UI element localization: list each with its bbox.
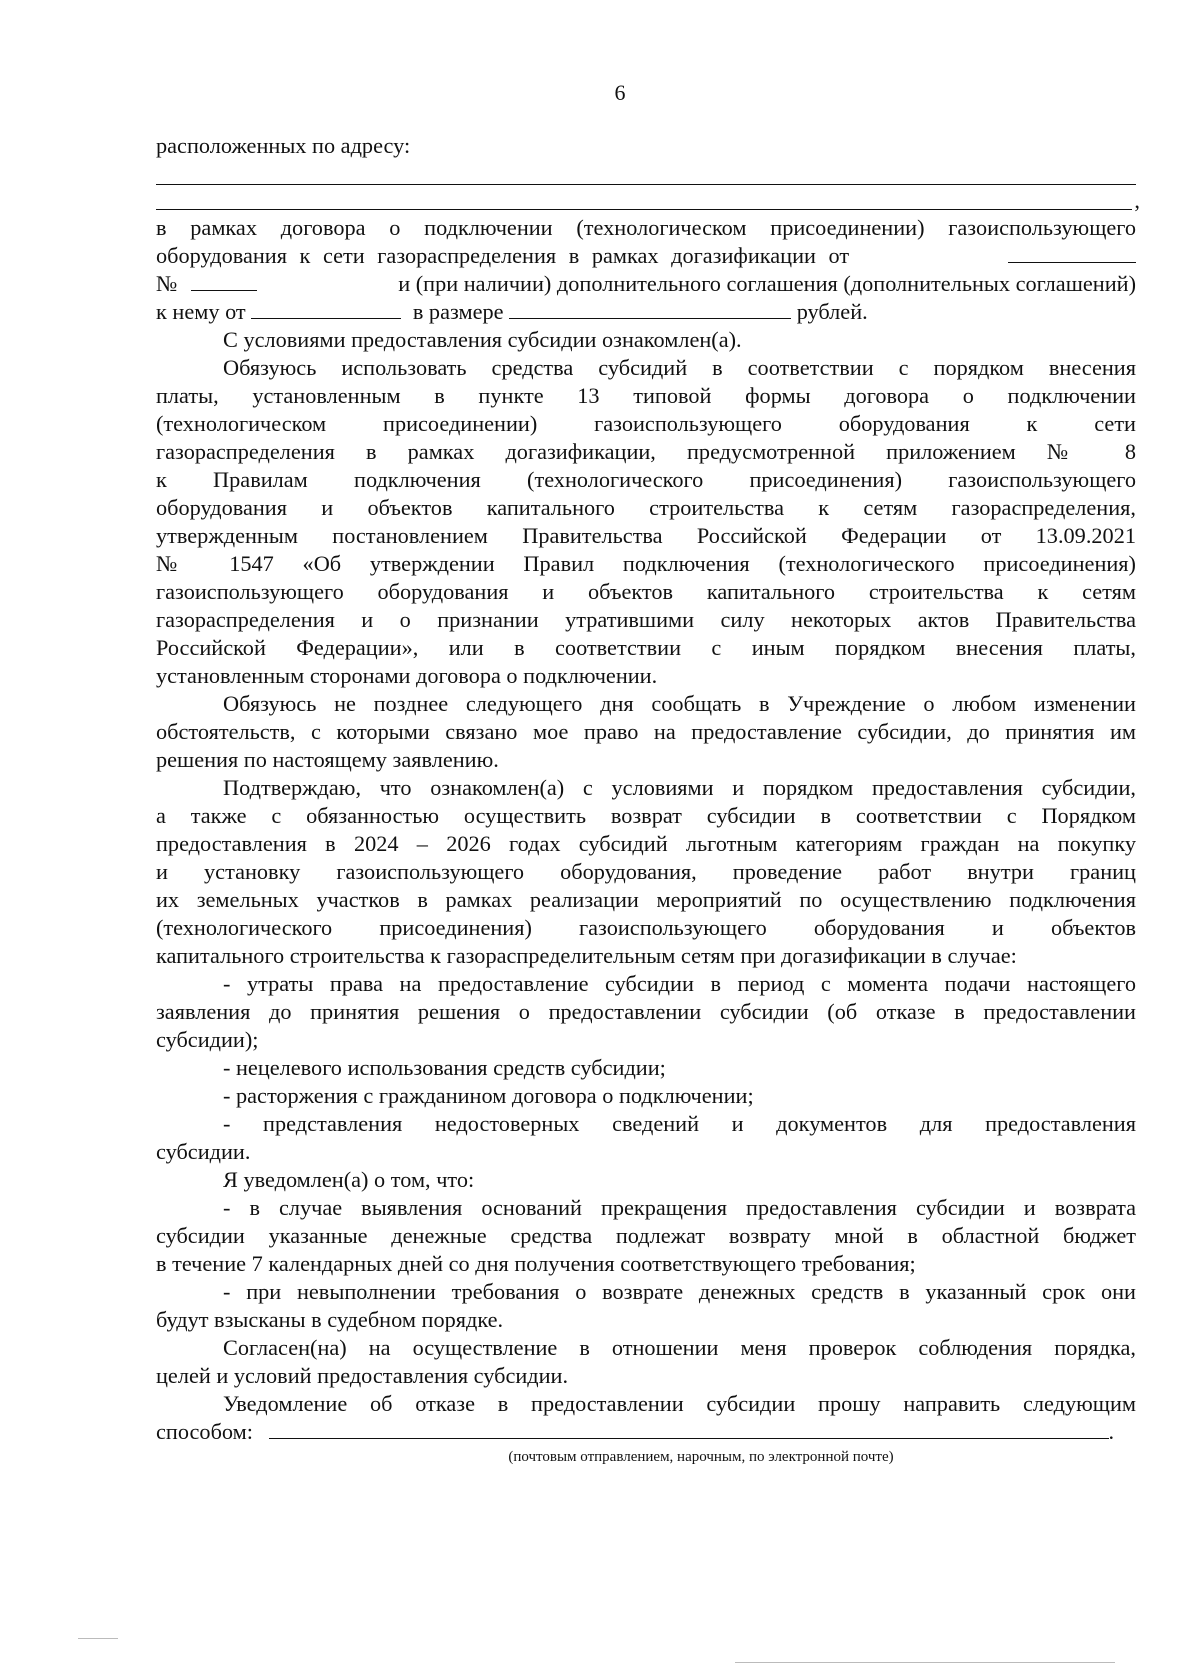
agreement-date-blank[interactable] [251, 298, 401, 319]
currency-label: рублей. [796, 299, 868, 324]
bullet-false-info [156, 1110, 1136, 1166]
paragraph-line: газораспределения в рамках догазификации, предусмотренной приложением № 8 [156, 439, 1136, 464]
paragraph-informed: Я уведомлен(а) о том, что: [223, 1167, 475, 1192]
paragraph-refusal [156, 1390, 1136, 1466]
bullet-court [156, 1278, 1136, 1334]
contract-number-sign: № [156, 271, 178, 296]
paragraph-line: капитального строительства к газораспределительным сетям при догазификации в случае: [156, 943, 1017, 968]
agreement-date-label: к нему от [156, 299, 246, 324]
paragraph-line: а также с обязанностью осуществить возврат субсидии в соответствии с Порядком [156, 803, 1136, 828]
contract-line-2-text: оборудования к сети газораспределения в рамках догазификации от [156, 243, 850, 268]
paragraph-line: газораспределения и о признании утратившими силу некоторых актов Правительства [156, 607, 1136, 632]
bullet-line: - в случае выявления оснований прекращения предоставления субсидии и возврата [223, 1195, 1136, 1220]
paragraph-acquainted: С условиями предоставления субсидии ознакомлен(а). [223, 327, 742, 352]
contract-line-3 [156, 270, 1136, 298]
bullet-misuse: - нецелевого использования средств субсидии; [223, 1055, 666, 1080]
bullet-termination: - расторжения с гражданином договора о подключении; [223, 1083, 754, 1108]
contract-line-2 [156, 242, 1136, 270]
paragraph-consent [156, 1334, 1136, 1390]
paragraph-line: платы, установленным в пункте 13 типовой формы договора о подключении [156, 383, 1136, 408]
bullet-line: заявления до принятия решения о предоставлении субсидии (об отказе в предоставлении [156, 999, 1136, 1024]
paragraph-line: и установку газоиспользующего оборудования, проведение работ внутри границ [156, 859, 1136, 884]
paragraph-line: Уведомление об отказе в предоставлении субсидии прошу направить следующим [223, 1391, 1136, 1416]
contract-line-4 [156, 298, 1136, 326]
refusal-method-period: . [1108, 1419, 1115, 1444]
address-label: расположенных по адресу: [156, 133, 411, 158]
amount-label: в размере [412, 299, 504, 324]
paragraph-line: Российской Федерации», или в соответствии с иным порядком внесения платы, [156, 635, 1136, 660]
paragraph-line: Согласен(на) на осуществление в отношении меня проверок соблюдения порядка, [223, 1335, 1136, 1360]
refusal-method-caption: (почтовым отправлением, нарочным, по электронной почте) [508, 1449, 894, 1465]
bullet-line: - утраты права на предоставление субсидии в период с момента подачи настоящего [223, 971, 1136, 996]
paragraph-line: (технологического присоединения) газоиспользующего оборудования и объектов [156, 915, 1136, 940]
paragraph-line: оборудования и объектов капитального строительства к сетям газораспределения, [156, 495, 1136, 520]
page-number: 6 [614, 80, 626, 105]
address-blank-line-2[interactable] [156, 185, 1132, 210]
bullet-line: субсидии); [156, 1027, 259, 1052]
bullet-line: будут взысканы в судебном порядке. [156, 1307, 504, 1332]
paragraph-line: газоиспользующего оборудования и объектов капитального строительства к сетям [156, 579, 1136, 604]
document-body [156, 132, 1136, 1466]
bullet-loss-of-right [156, 970, 1136, 1054]
bullet-line: субсидии. [156, 1139, 251, 1164]
contract-line-1: в рамках договора о подключении (технологическом присоединении) газоиспользующего [156, 215, 1136, 240]
refusal-method-line [156, 1418, 1136, 1446]
refusal-method-blank[interactable] [269, 1418, 1109, 1439]
scan-artifact-line-left [78, 1638, 118, 1639]
contract-date-blank[interactable] [1008, 242, 1136, 263]
paragraph-line: (технологическом присоединении) газоиспользующего оборудования к сети [156, 411, 1136, 436]
paragraph-notify [156, 690, 1136, 774]
paragraph-line: целей и условий предоставления субсидии. [156, 1363, 569, 1388]
bullet-refund [156, 1194, 1136, 1278]
paragraph-line: к Правилам подключения (технологического присоединения) газоиспользующего [156, 467, 1136, 492]
address-blank-line-1[interactable] [156, 160, 1136, 185]
scan-artifact-line-right [735, 1662, 1115, 1663]
paragraph-line: их земельных участков в рамках реализации мероприятий по осуществлению подключения [156, 887, 1136, 912]
bullet-line: в течение 7 календарных дней со дня получения соответствующего требования; [156, 1251, 916, 1276]
paragraph-line: установленным сторонами договора о подключении. [156, 663, 658, 688]
paragraph-line: утвержденным постановлением Правительства Российской Федерации от 13.09.2021 [156, 523, 1136, 548]
paragraph-line: предоставления в 2024 – 2026 годах субсидий льготным категориям граждан на покупку [156, 831, 1136, 856]
paragraph-line: № 1547 «Об утверждении Правил подключения (технологического присоединения) [156, 551, 1136, 576]
paragraph-confirm [156, 774, 1136, 970]
paragraph-line: Обязуюсь использовать средства субсидий в соответствии с порядком внесения [223, 355, 1136, 380]
paragraph-line: решения по настоящему заявлению. [156, 747, 499, 772]
bullet-line: - представления недостоверных сведений и документов для предоставления [223, 1111, 1136, 1136]
amount-blank[interactable] [509, 298, 791, 319]
paragraph-obligation [156, 354, 1136, 690]
paragraph-line: Обязуюсь не позднее следующего дня сообщать в Учреждение о любом изменении [223, 691, 1136, 716]
bullet-line: субсидии указанные денежные средства подлежат возврату мной в областной бюджет [156, 1223, 1136, 1248]
paragraph-line: Подтверждаю, что ознакомлен(а) с условиями и порядком предоставления субсидии, [223, 775, 1136, 800]
refusal-method-label: способом: [156, 1419, 253, 1444]
bullet-line: - при невыполнении требования о возврате денежных средств в указанный срок они [223, 1279, 1136, 1304]
contract-number-blank[interactable] [191, 270, 257, 291]
contract-line-3-text: и (при наличии) дополнительного соглашения (дополнительных соглашений) [398, 271, 1136, 296]
paragraph-line: обстоятельств, с которыми связано мое право на предоставление субсидии, до принятия им [156, 719, 1136, 744]
